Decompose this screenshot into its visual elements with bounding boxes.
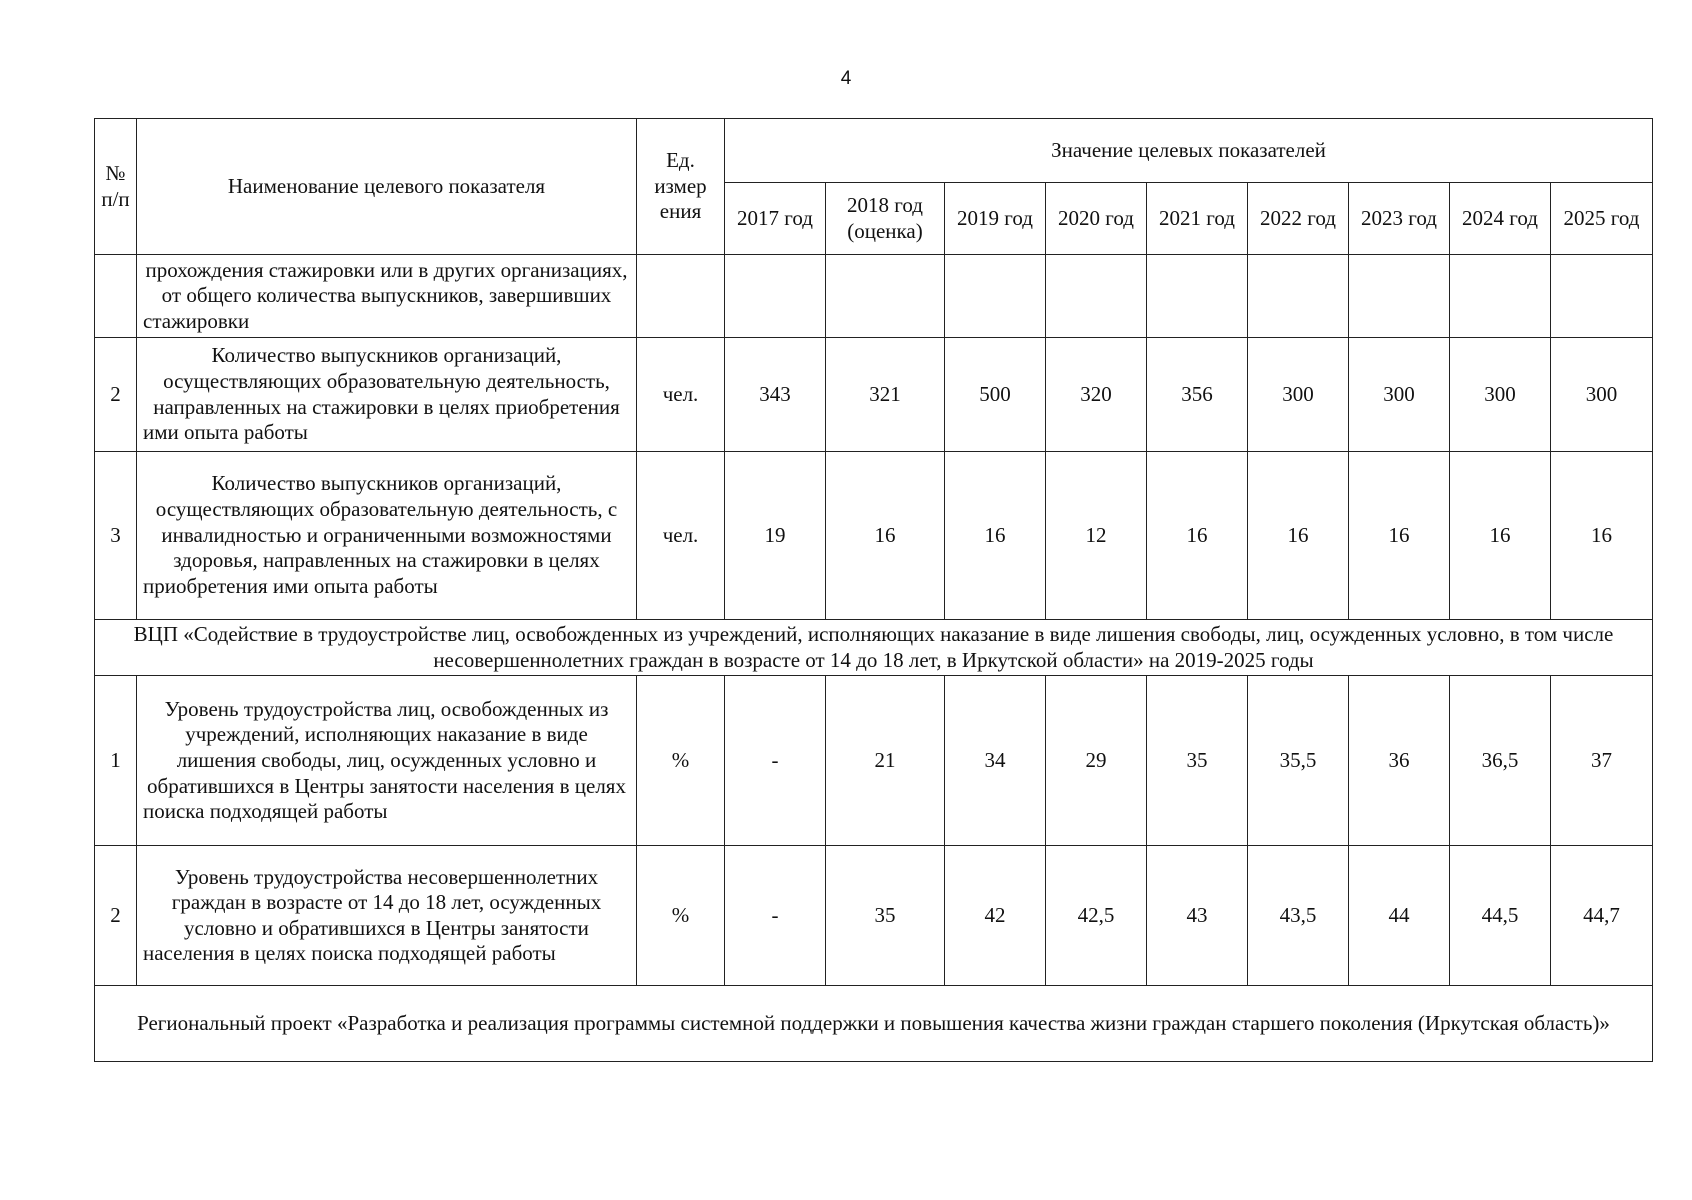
- value-cell: 44,7: [1551, 846, 1653, 986]
- row-number: 2: [95, 338, 137, 452]
- unit-cell: %: [637, 676, 725, 846]
- value-cell: 36,5: [1450, 676, 1551, 846]
- name-column-header: Наименование целевого показателя: [137, 119, 637, 255]
- row-number: 3: [95, 452, 137, 620]
- year-header: 2024 год: [1450, 183, 1551, 255]
- value-cell: 19: [725, 452, 826, 620]
- value-cell: 16: [1147, 452, 1248, 620]
- value-cell: [826, 255, 945, 338]
- section-row: [95, 620, 1653, 676]
- value-cell: 35: [826, 846, 945, 986]
- value-cell: 43: [1147, 846, 1248, 986]
- value-cell: [1551, 255, 1653, 338]
- indicator-name: прохождения стажировки или в других организациях, от общего количества выпускников, завершивших стажировки: [137, 255, 637, 338]
- value-cell: 37: [1551, 676, 1653, 846]
- value-cell: [1046, 255, 1147, 338]
- value-cell: 35: [1147, 676, 1248, 846]
- table-row: [95, 452, 1653, 620]
- value-cell: 21: [826, 676, 945, 846]
- row-number: [95, 255, 137, 338]
- value-cell: 36: [1349, 676, 1450, 846]
- value-cell: 300: [1349, 338, 1450, 452]
- year-header: 2022 год: [1248, 183, 1349, 255]
- year-header: 2021 год: [1147, 183, 1248, 255]
- page-number: 4: [840, 68, 852, 89]
- value-cell: 500: [945, 338, 1046, 452]
- value-cell: 16: [1248, 452, 1349, 620]
- value-cell: 356: [1147, 338, 1248, 452]
- value-cell: -: [725, 676, 826, 846]
- value-cell: 320: [1046, 338, 1147, 452]
- value-cell: 16: [826, 452, 945, 620]
- value-cell: 44,5: [1450, 846, 1551, 986]
- values-group-header: Значение целевых показателей: [725, 119, 1653, 183]
- value-cell: 16: [945, 452, 1046, 620]
- value-cell: 42: [945, 846, 1046, 986]
- unit-cell: чел.: [637, 338, 725, 452]
- value-cell: 16: [1450, 452, 1551, 620]
- table-row: [95, 255, 1653, 338]
- value-cell: 16: [1551, 452, 1653, 620]
- table-row: [95, 338, 1653, 452]
- value-cell: 44: [1349, 846, 1450, 986]
- unit-cell: %: [637, 846, 725, 986]
- year-header: 2018 год (оценка): [826, 183, 945, 255]
- table-row: [95, 846, 1653, 986]
- section-row: [95, 986, 1653, 1062]
- value-cell: -: [725, 846, 826, 986]
- value-cell: 300: [1450, 338, 1551, 452]
- row-number: 2: [95, 846, 137, 986]
- value-cell: [725, 255, 826, 338]
- unit-column-header: Ед. измер ения: [637, 119, 725, 255]
- value-cell: 343: [725, 338, 826, 452]
- unit-cell: чел.: [637, 452, 725, 620]
- value-cell: [945, 255, 1046, 338]
- indicator-name: Количество выпускников организаций, осуществляющих образовательную деятельность, с инвалидностью и ограниченными возможностями здоровья, направленных на стажировки в целях приобретения ими опыта работы: [137, 452, 637, 620]
- indicator-name: Уровень трудоустройства несовершеннолетних граждан в возрасте от 14 до 18 лет, осужденных условно и обратившихся в Центры занятости населения в целях поиска подходящей работы: [137, 846, 637, 986]
- value-cell: [1248, 255, 1349, 338]
- year-header: 2023 год: [1349, 183, 1450, 255]
- year-header: 2025 год: [1551, 183, 1653, 255]
- value-cell: 16: [1349, 452, 1450, 620]
- value-cell: 42,5: [1046, 846, 1147, 986]
- value-cell: 29: [1046, 676, 1147, 846]
- indicator-name: Уровень трудоустройства лиц, освобожденных из учреждений, исполняющих наказание в виде лишения свободы, лиц, осужденных условно и обратившихся в Центры занятости населения в целях поиска подходящей работы: [137, 676, 637, 846]
- target-indicators-table: [94, 118, 1653, 1062]
- num-column-header: № п/п: [95, 119, 137, 255]
- value-cell: [1450, 255, 1551, 338]
- value-cell: 43,5: [1248, 846, 1349, 986]
- indicator-name: Количество выпускников организаций, осуществляющих образовательную деятельность, направленных на стажировки в целях приобретения ими опыта работы: [137, 338, 637, 452]
- value-cell: 321: [826, 338, 945, 452]
- section-title: Региональный проект «Разработка и реализация программы системной поддержки и повышения качества жизни граждан старшего поколения (Иркутская область)»: [95, 986, 1653, 1062]
- value-cell: [1147, 255, 1248, 338]
- row-number: 1: [95, 676, 137, 846]
- value-cell: 12: [1046, 452, 1147, 620]
- table-row: [95, 676, 1653, 846]
- value-cell: [1349, 255, 1450, 338]
- value-cell: 34: [945, 676, 1046, 846]
- year-header: 2020 год: [1046, 183, 1147, 255]
- unit-cell: [637, 255, 725, 338]
- section-title: ВЦП «Содействие в трудоустройстве лиц, освобожденных из учреждений, исполняющих наказание в виде лишения свободы, лиц, осужденных условно, в том числе несовершеннолетних граждан в возрасте от 14 до 18 лет, в Иркутской области» на 2019-2025 годы: [95, 620, 1653, 676]
- value-cell: 300: [1551, 338, 1653, 452]
- year-header: 2019 год: [945, 183, 1046, 255]
- year-header: 2017 год: [725, 183, 826, 255]
- value-cell: 300: [1248, 338, 1349, 452]
- value-cell: 35,5: [1248, 676, 1349, 846]
